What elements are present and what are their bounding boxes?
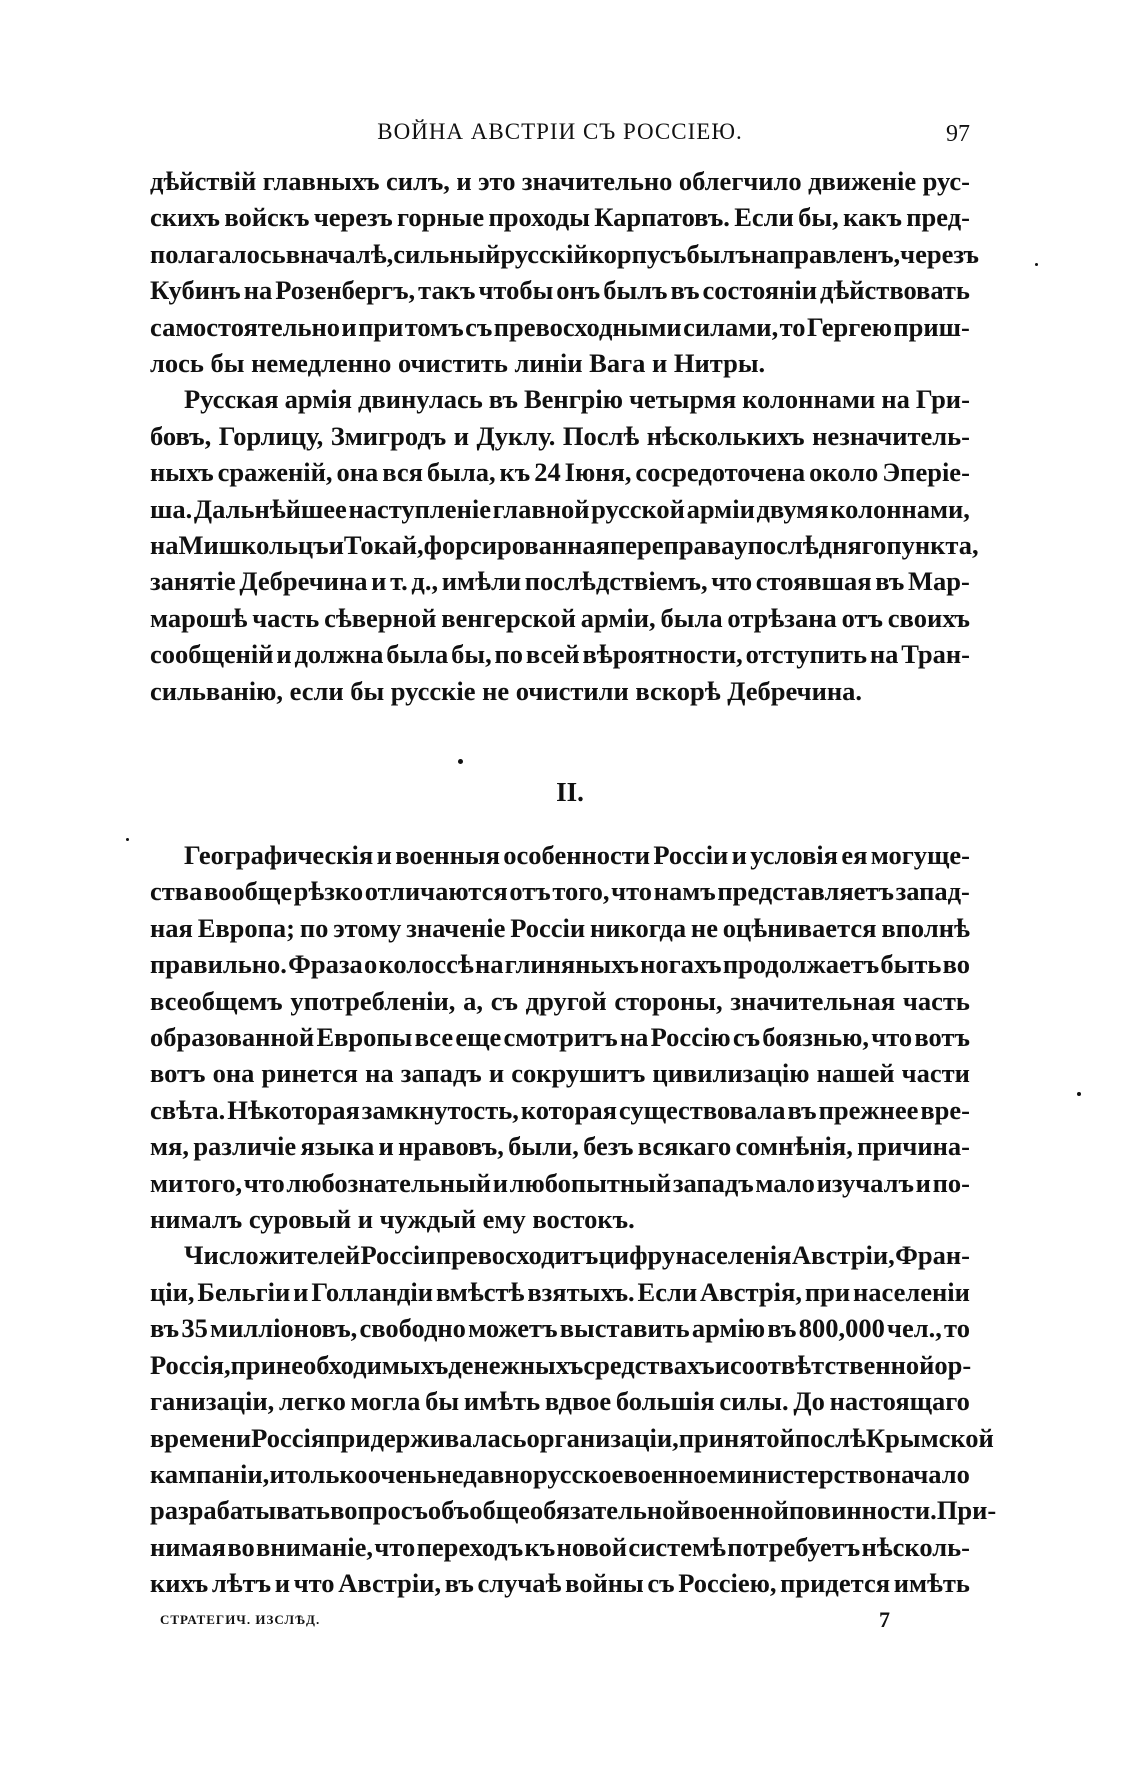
text-block-lower [150,837,997,1602]
text-line: вотъ она ринется на западъ и сокрушитъ цивилизацію нашей части [150,1058,970,1089]
text-line: въ 35 милліоновъ, свободно можетъ выставить армію въ 800,000 чел., то [150,1313,970,1344]
text-line: свѣта. Нѣкоторая замкнутость, которая существовала въ прежнее вре- [150,1094,970,1125]
text-line: мя, различіе языка и нравовъ, были, безъ всякаго сомнѣнія, причина- [150,1131,970,1162]
text-line: нималъ суровый и чуждый ему востокъ. [150,1204,635,1235]
paragraph-4 [150,1237,997,1601]
text-line: занятіе Дебречина и т. д., имѣли послѣдствіемъ, что стоявшая въ Мар- [150,566,970,597]
text-line: ми того, что любознательный и любопытный западъ мало изучалъ и по- [150,1167,970,1198]
text-line: лось бы немедленно очистить линіи Вага и Нитры. [150,348,766,379]
text-line: ныхъ сраженій, она вся была, къ 24 Іюня, сосредоточена около Эперіе- [150,457,970,488]
signature-number: 7 [879,1607,890,1632]
text-line: Россія, при необходимыхъ денежныхъ средствахъ и соотвѣтственной ор- [150,1349,972,1380]
text-line: сильванію, если бы русскіе не очистили вскорѣ Дебречина. [150,675,862,706]
text-line: сообщеній и должна была бы, по всей вѣроятности, отступить на Тран- [150,639,970,670]
text-line: нимая во вниманіе, что переходъ къ новой системѣ потребуетъ нѣсколь- [150,1531,970,1562]
text-line: кихъ лѣтъ и что Австріи, въ случаѣ войны съ Россіею, придется имѣть [150,1568,970,1599]
text-line: Русская армія двинулась въ Венгрію четырмя колоннами на Гри- [184,384,970,415]
text-line: марошѣ часть сѣверной венгерской арміи, была отрѣзана отъ своихъ [150,602,970,633]
text-line: ша. Дальнѣйшее наступленіе главной русской арміи двумя колоннами, [150,493,970,524]
page-number: 97 [946,121,970,147]
text-line: всеобщемъ употребленіи, а, съ другой стороны, значительная часть [150,985,970,1016]
running-title: ВОЙНА АВСТРІИ СЪ РОССІЕЮ. [377,119,743,144]
text-line: правильно. Фраза о колоссѣ на глиняныхъ ногахъ продолжаетъ быть во [150,949,970,980]
text-block-upper [150,163,980,709]
print-speck [126,838,129,841]
section-heading: II. [556,777,584,807]
text-line: дѣйствій главныхъ силъ, и это значительно облегчило движеніе рус- [150,166,970,196]
paragraph-3 [150,837,970,1237]
text-line: времени Россія придерживалась организаціи, принятой послѣ Крымской [150,1422,994,1453]
print-speck [1077,1092,1081,1096]
running-head [150,112,970,152]
text-line: скихъ войскъ черезъ горные проходы Карпатовъ. Если бы, какъ пред- [150,202,970,233]
text-line: ства вообще рѣзко отличаются отъ того, что намъ представляетъ запад- [150,876,970,907]
print-speck [1035,263,1038,266]
text-line: Кубинъ на Розенбергъ, такъ чтобы онъ былъ въ состояніи дѣйствовать [150,275,970,306]
text-line: ціи, Бельгіи и Голландіи вмѣстѣ взятыхъ. Если Австрія, при населеніи [150,1276,970,1307]
text-line: разрабатывать вопросъ объ общеобязательной военной повинности. При- [150,1495,997,1526]
text-line: на Мишкольцъ и Токай, форсированная переправа у послѣдняго пункта, [150,530,979,561]
text-line: самостоятельно и при томъ съ превосходными силами, то Гергею приш- [150,311,970,342]
text-line: образованной Европы все еще смотритъ на Россію съ боязнью, что вотъ [150,1022,970,1053]
signature-line [160,1605,890,1635]
text-line: бовъ, Горлицу, Змигродъ и Дуклу. Послѣ нѣсколькихъ незначитель- [150,420,970,451]
text-line: кампаніи, и только очень недавно русское военное министерство начало [150,1458,970,1489]
text-line: Географическія и военныя особенности Россіи и условія ея могуще- [184,840,970,870]
paragraph-2 [150,381,979,709]
paragraph-1 [150,163,980,381]
print-speck [458,759,463,764]
signature-mark: СТРАТЕГИЧ. ИЗСЛѢД. [160,1612,321,1627]
text-line: Число жителей Россіи превосходитъ цифру населенія Австріи, Фран- [184,1240,970,1271]
text-line: полагалось вначалѣ, сильный русскій корпусъ былъ направленъ, черезъ [150,238,980,269]
text-line: ная Европа; по этому значеніе Россіи никогда не оцѣнивается вполнѣ [150,912,970,943]
text-line: ганизаціи, легко могла бы имѣть вдвое большія силы. До настоящаго [150,1386,970,1417]
